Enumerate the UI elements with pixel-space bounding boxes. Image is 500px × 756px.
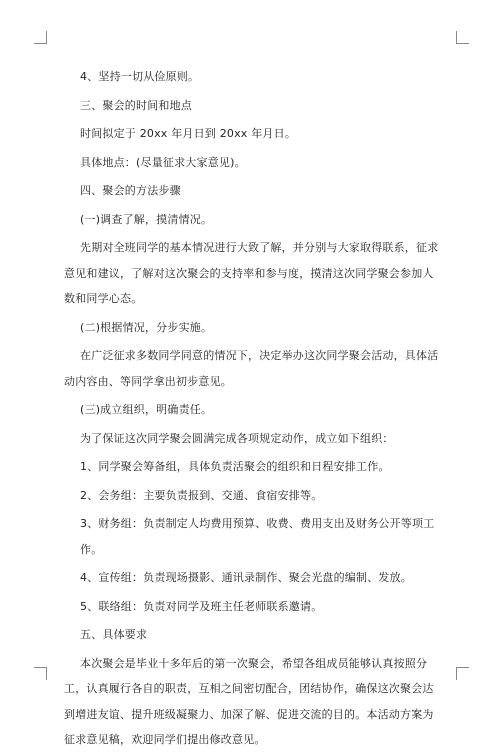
section-heading-time-place: 三、聚会的时间和地点 — [80, 98, 192, 112]
requirements-paragraph: 本次聚会是毕业十多年后的第一次聚会，希望各组成员能够认真按照分工，认真履行各自的职责，互相之间密切配合，团结协作，确保这次聚会达到增进友谊、提升班级凝聚力、加深了解、促进交流的目的。本活动方案为征求意见稿，欢迎同学们提出修改意见。 — [64, 656, 434, 746]
org-item-2: 2、会务组：主要负责报到、交通、食宿安排等。 — [80, 488, 323, 502]
crop-mark-bottom-right — [456, 667, 469, 680]
place-line: 具体地点：(尽量征求大家意见)。 — [80, 155, 246, 169]
principle-item-4: 4、坚持一切从俭原则。 — [80, 70, 200, 83]
document-body — [64, 64, 444, 756]
org-item-3: 3、财务组：负责制定人均费用预算、收费、费用支出及财务公开等项工作。 — [80, 517, 435, 556]
subheading-implement: (二)根据情况，分步实施。 — [80, 320, 213, 334]
implement-paragraph: 在广泛征求多数同学同意的情况下，决定举办这次同学聚会活动，具体活动内容由、等同学拿出初步意见。 — [64, 349, 439, 388]
section-heading-method: 四、聚会的方法步骤 — [80, 184, 181, 197]
section-heading-requirements: 五、具体要求 — [80, 628, 148, 641]
subheading-organize: (三)成立组织，明确责任。 — [80, 403, 213, 416]
crop-mark-bottom-left — [34, 667, 47, 680]
org-item-4: 4、宣传组：负责现场摄影、通讯录制作、聚会光盘的编制、发放。 — [80, 571, 412, 584]
crop-mark-top-right — [456, 31, 469, 44]
crop-mark-top-left — [34, 31, 47, 44]
subheading-survey: (一)调查了解，摸清情况。 — [80, 212, 213, 226]
org-item-1: 1、同学聚会筹备组，具体负责活聚会的组织和日程安排工作。 — [80, 460, 390, 473]
org-item-5: 5、联络组：负责对同学及班主任老师联系邀请。 — [80, 599, 323, 613]
organize-intro: 为了保证这次同学聚会圆满完成各项规定动作，成立如下组织： — [80, 431, 394, 445]
time-line: 时间拟定于 20xx 年月日到 20xx 年月日。 — [80, 127, 297, 140]
survey-paragraph: 先期对全班同学的基本情况进行大致了解，并分别与大家取得联系，征求意见和建议，了解对这次聚会的支持率和参与度，摸清这次同学聚会参加人数和同学心态。 — [64, 241, 439, 305]
